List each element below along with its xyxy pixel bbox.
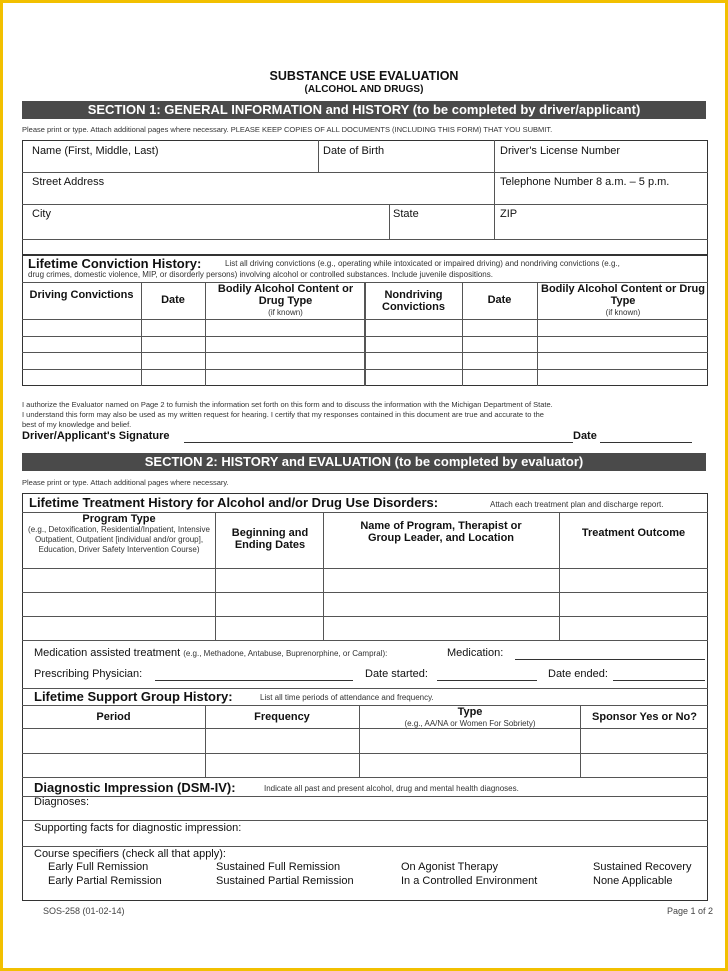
supporting-facts-label[interactable]: Supporting facts for diagnostic impression: [34, 822, 242, 834]
city-field[interactable]: City [32, 208, 51, 220]
col-program-type: Program Type (e.g., Detoxification, Residential/Inpatient, Intensive Outpatient, Outpatient [individual and/or group], Education, Driver Safety Intervention Course) [28, 513, 210, 554]
col-frequency: Frequency [254, 711, 310, 723]
conviction-desc-2: drug crimes, domestic violence, MIP, or disorderly persons) involving alcohol or controlled substances. Include juvenile dispositions. [28, 270, 493, 279]
course-specifiers-label: Course specifiers (check all that apply): [34, 848, 226, 860]
signature-date-label: Date [573, 430, 597, 442]
name-field[interactable]: Name (First, Middle, Last) [32, 145, 159, 157]
col-date: Date [161, 294, 185, 306]
option-early-full-remission[interactable]: Early Full Remission [48, 861, 149, 873]
street-field[interactable]: Street Address [32, 176, 105, 188]
treatment-title: Lifetime Treatment History for Alcohol and/or Drug Use Disorders: [29, 495, 439, 510]
state-field[interactable]: State [393, 208, 419, 220]
col-date-2: Date [487, 294, 512, 306]
authorize-text-2: I understand this form may also be used as my written request for hearing. I certify that my responses contained in this document are true and accurate to the [22, 410, 544, 419]
conviction-desc: List all driving convictions (e.g., operating while intoxicated or impaired driving) and nondriving convictions (e.g., [225, 259, 620, 268]
support-title: Lifetime Support Group History: [34, 689, 233, 704]
date-ended-input[interactable] [613, 680, 705, 681]
option-none-applicable[interactable]: None Applicable [593, 875, 673, 887]
form-id: SOS-258 (01-02-14) [43, 906, 125, 916]
form-subtitle: (ALCOHOL AND DRUGS) [304, 84, 424, 95]
dob-field[interactable]: Date of Birth [323, 145, 385, 157]
phone-field[interactable]: Telephone Number 8 a.m. – 5 p.m. [500, 176, 670, 188]
col-driving-convictions: Driving Convictions [29, 289, 134, 301]
medication-label: Medication assisted treatment (e.g., Methadone, Antabuse, Buprenorphine, or Campral): [34, 647, 388, 659]
col-dates: Beginning and Ending Dates [231, 527, 309, 551]
option-sustained-recovery[interactable]: Sustained Recovery [593, 861, 692, 873]
col-bac: Bodily Alcohol Content or Drug Type (if known) [217, 283, 354, 317]
signature-date-line[interactable] [600, 442, 692, 443]
option-sustained-partial-remission[interactable]: Sustained Partial Remission [216, 875, 354, 887]
signature-label: Driver/Applicant's Signature [22, 430, 170, 442]
date-ended-label: Date ended: [548, 668, 608, 680]
option-controlled-environment[interactable]: In a Controlled Environment [401, 875, 538, 887]
license-field[interactable]: Driver's License Number [500, 145, 621, 157]
treatment-attach: Attach each treatment plan and discharge report. [490, 500, 664, 509]
diagnoses-label[interactable]: Diagnoses: [34, 796, 90, 808]
form-title: SUBSTANCE USE EVALUATION [269, 69, 459, 83]
zip-field[interactable]: ZIP [500, 208, 518, 220]
page-number: Page 1 of 2 [667, 906, 714, 916]
section1-bar: SECTION 1: GENERAL INFORMATION and HISTORY (to be completed by driver/applicant) [22, 101, 706, 119]
physician-input[interactable] [155, 680, 353, 681]
option-early-partial-remission[interactable]: Early Partial Remission [48, 875, 162, 887]
general-info-box [22, 140, 708, 255]
section2-bar: SECTION 2: HISTORY and EVALUATION (to be completed by evaluator) [22, 453, 706, 471]
section1-note: Please print or type. Attach additional pages where necessary. PLEASE KEEP COPIES OF ALL DOCUMENTS (INCLUDING THIS FORM) THAT YOU SUBMIT. [22, 125, 553, 134]
col-nondriving-convictions: Nondriving Convictions [382, 289, 445, 313]
col-sponsor: Sponsor Yes or No? [592, 711, 697, 723]
medication-input[interactable] [515, 659, 705, 660]
authorize-text-3: best of my knowledge and belief. [22, 420, 132, 429]
form-page [3, 3, 725, 968]
authorize-text-1: I authorize the Evaluator named on Page 2 to furnish the information set forth on this form and to discuss the information with the Michigan Department of State. [22, 400, 553, 409]
section2-note: Please print or type. Attach additional pages where necessary. [22, 478, 229, 487]
option-on-agonist-therapy[interactable]: On Agonist Therapy [401, 861, 499, 873]
physician-label: Prescribing Physician: [34, 668, 143, 680]
date-started-label: Date started: [365, 668, 428, 680]
conviction-title: Lifetime Conviction History: [28, 256, 202, 271]
col-type: Type (e.g., AA/NA or Women For Sobriety) [404, 706, 536, 728]
col-program-name: Name of Program, Therapist or Group Leader, and Location [360, 520, 522, 544]
support-desc: List all time periods of attendance and frequency. [260, 693, 434, 702]
signature-line[interactable] [184, 442, 573, 443]
diagnostic-desc: Indicate all past and present alcohol, drug and mental health diagnoses. [264, 784, 519, 793]
option-sustained-full-remission[interactable]: Sustained Full Remission [216, 861, 341, 873]
diagnostic-title: Diagnostic Impression (DSM-IV): [34, 780, 236, 795]
col-treatment-outcome: Treatment Outcome [581, 527, 686, 539]
col-bac-2: Bodily Alcohol Content or Drug Type (if known) [541, 283, 705, 317]
date-started-input[interactable] [437, 680, 537, 681]
medication-field-label: Medication: [447, 647, 504, 659]
col-period: Period [96, 711, 131, 723]
